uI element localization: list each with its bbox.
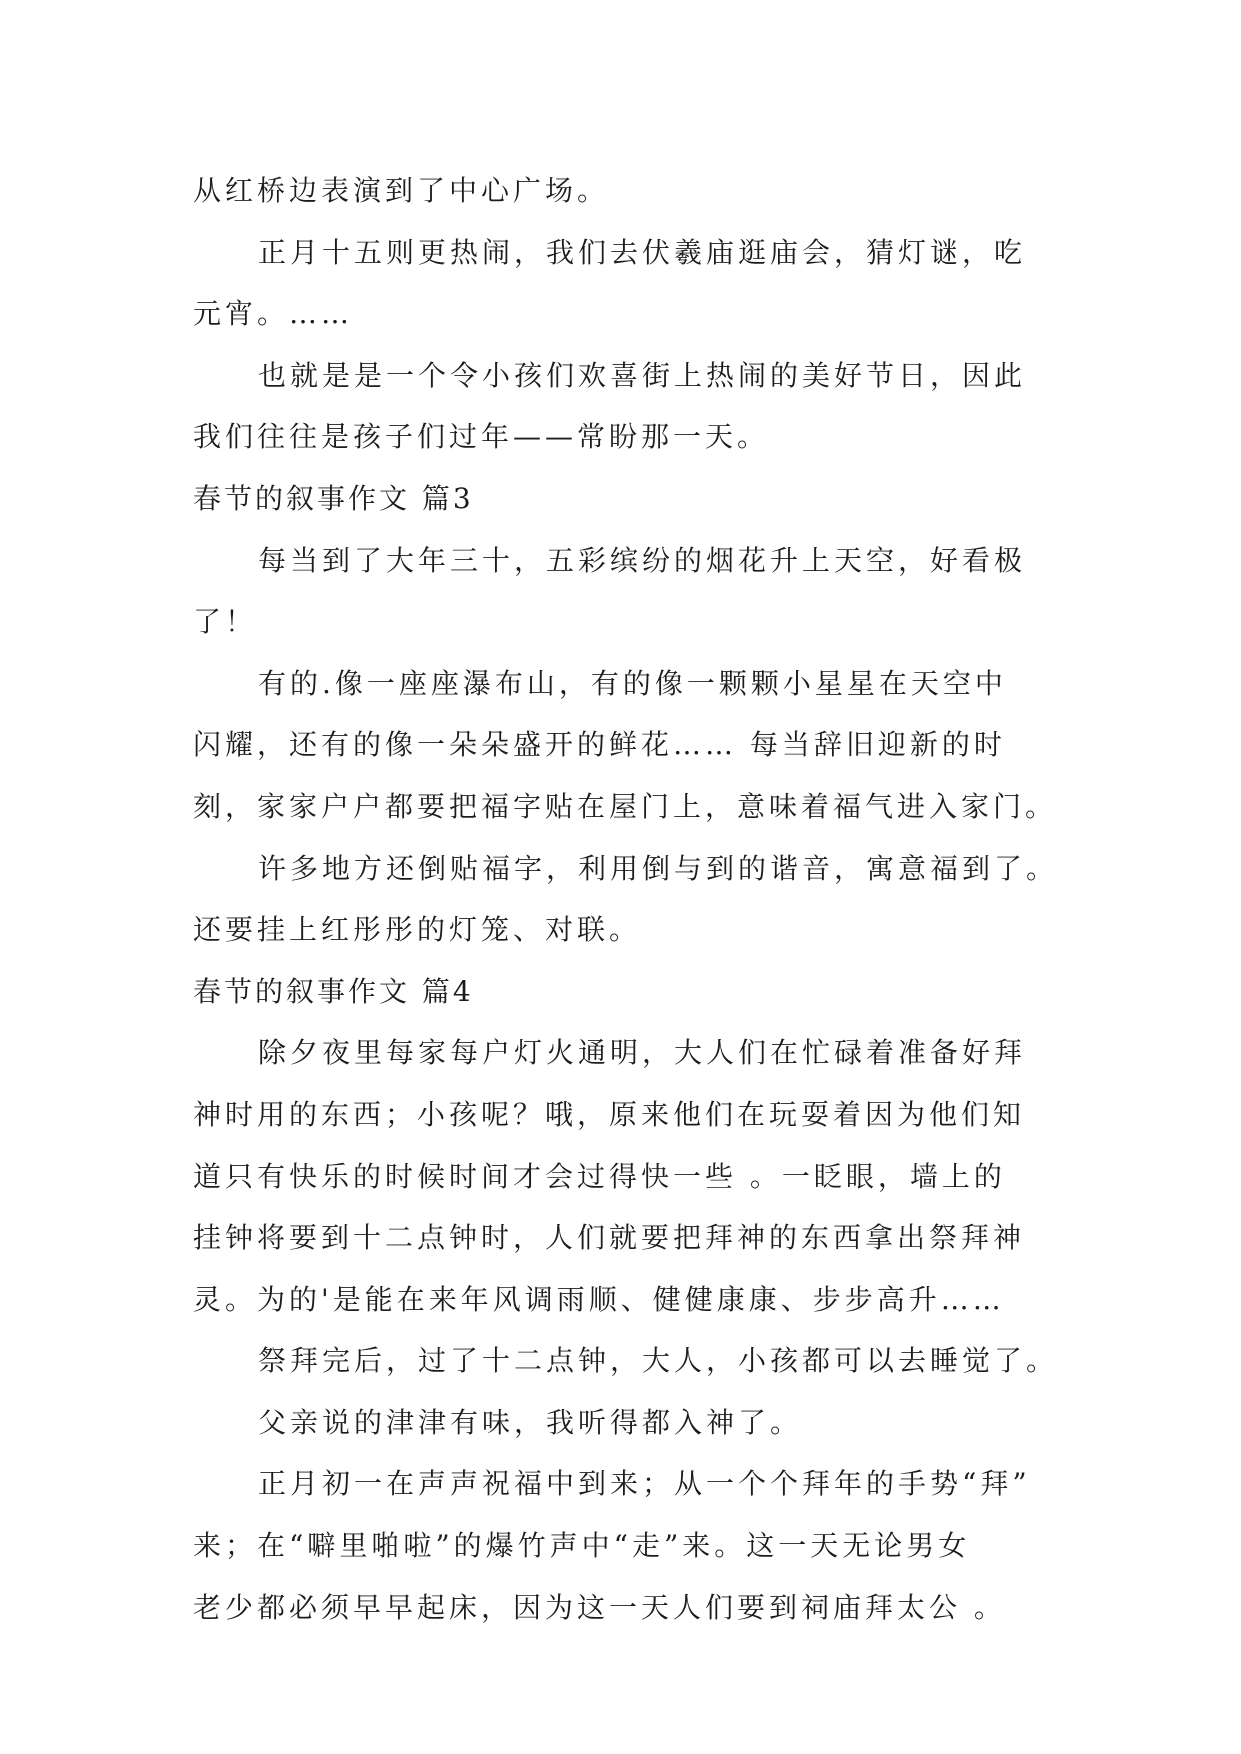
paragraph-4 bbox=[193, 530, 1053, 653]
text-line: 道只有快乐的时候时间才会过得快一些 。一眨眼，墙上的 bbox=[193, 1159, 1006, 1193]
text-line: 还要挂上红彤彤的灯笼、对联。 bbox=[193, 913, 642, 947]
text-line: 来；在“噼里啪啦”的爆竹声中“走”来。这一天无论男女 bbox=[193, 1529, 971, 1563]
document-body bbox=[193, 160, 1059, 1638]
section-heading-4 bbox=[193, 961, 1053, 1023]
text-line: 父亲说的津津有味，我听得都入神了。 bbox=[258, 1405, 803, 1439]
text-line: 有的.像一座座瀑布山，有的像一颗颗小星星在天空中 bbox=[258, 666, 1007, 700]
paragraph-9 bbox=[193, 1392, 1053, 1454]
paragraph-10 bbox=[193, 1453, 1053, 1638]
text-line: 老少都必须早早起床，因为这一天人们要到祠庙拜太公 。 bbox=[193, 1590, 1006, 1624]
text-line: 每当到了大年三十，五彩缤纷的烟花升上天空，好看极 bbox=[258, 543, 1027, 577]
section-heading-3 bbox=[193, 468, 1053, 530]
text-line: 神时用的东西；小孩呢？哦，原来他们在玩耍着因为他们知 bbox=[193, 1097, 1026, 1131]
text-line: 我们往往是孩子们过年——常盼那一天。 bbox=[193, 420, 770, 454]
text-line: 也就是是一个令小孩们欢喜街上热闹的美好节日，因此 bbox=[258, 358, 1027, 392]
text-line: 正月十五则更热闹，我们去伏羲庙逛庙会，猜灯谜，吃 bbox=[258, 235, 1027, 269]
text-line: 许多地方还倒贴福字，利用倒与到的谐音，寓意福到了。 bbox=[258, 851, 1059, 885]
text-line: 灵。为的'是能在来年风调雨顺、健健康康、步步高升…… bbox=[193, 1282, 1005, 1316]
paragraph-2 bbox=[193, 222, 1053, 345]
text-line: 刻，家家户户都要把福字贴在屋门上，意味着福气进入家门。 bbox=[193, 789, 1058, 823]
text-line: 从红桥边表演到了中心广场。 bbox=[193, 174, 610, 207]
section-heading-text: 春节的叙事作文 篇4 bbox=[193, 974, 474, 1008]
paragraph-8 bbox=[193, 1330, 1059, 1392]
text-line: 除夕夜里每家每户灯火通明，大人们在忙碌着准备好拜 bbox=[258, 1036, 1027, 1070]
text-line: 挂钟将要到十二点钟时，人们就要把拜神的东西拿出祭拜神 bbox=[193, 1221, 1026, 1255]
paragraph-7 bbox=[193, 1022, 1053, 1330]
text-line: 了！ bbox=[193, 605, 258, 639]
text-line: 闪耀，还有的像一朵朵盛开的鲜花…… 每当辞旧迎新的时 bbox=[193, 728, 1006, 762]
paragraph-5 bbox=[193, 653, 1058, 838]
text-line: 祭拜完后，过了十二点钟，大人，小孩都可以去睡觉了。 bbox=[258, 1344, 1059, 1378]
text-line: 元宵。…… bbox=[193, 297, 354, 331]
text-line: 正月初一在声声祝福中到来；从一个个拜年的手势“拜” bbox=[258, 1467, 1031, 1501]
paragraph-6 bbox=[193, 838, 1059, 961]
paragraph-3 bbox=[193, 345, 1053, 468]
section-heading-text: 春节的叙事作文 篇3 bbox=[193, 481, 474, 515]
paragraph-1 bbox=[193, 160, 1053, 222]
